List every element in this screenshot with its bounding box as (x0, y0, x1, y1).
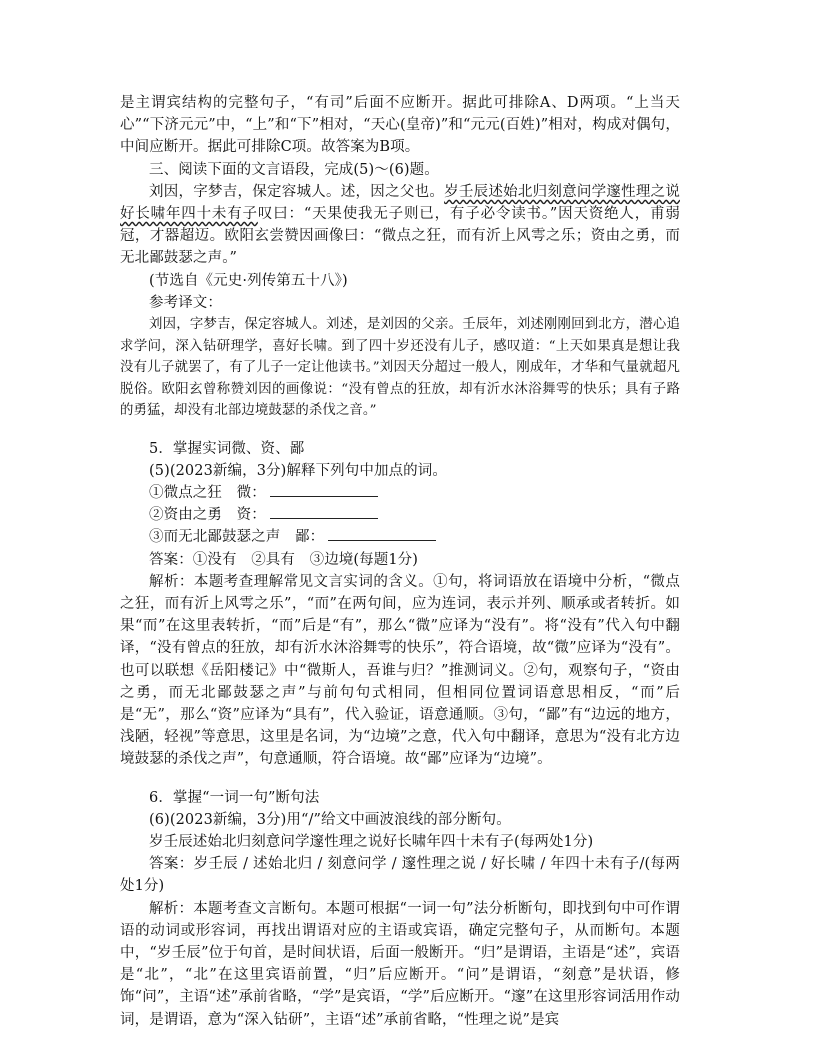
question-6-answer: 答案：岁壬辰 / 述始北归 / 刻意问学 / 邃性理之说 / 好长啸 / 年四十未有子/(每两处1分) (120, 856, 680, 895)
reference-translation: 刘因，字梦吉，保定容城人。刘述，是刘因的父亲。壬辰年，刘述刚刚回到北方，潜心追求学问，深入钻研理学，喜好长啸。到了四十岁还没有儿子，感叹道：“上天如果真是想让我没有儿子就罢了，有了儿子一定让他读书。”刘因天分超过一般人，刚成年，才华和气量就超凡脱俗。欧阳玄曾称赞刘因的画像说：“没有曾点的狂放，却有沂水沐浴舞雩的快乐；具有子路的勇猛，却没有北部边境鼓瑟的杀伐之音。” (120, 317, 680, 419)
question-5-analysis: 解析：本题考查理解常见文言实词的含义。①句，将词语放在语境中分析，“微点之狂，而有沂上风雩之乐”，“而”在两句间，应为连词，表示并列、顺承或者转折。如果“而”在这里表转折，“而”后是“有”，那么“微”应译为“没有”。将“没有”代入句中翻译，“没有曾点的狂放，却有沂水沐浴舞雩的快乐”，符合语境，故“微”应译为“没有”。也可以联想《岳阳楼记》中“微斯人，吾谁与归？”推测词义。②句，观察句子，“资由之勇，而无北鄙鼓瑟之声”与前句句式相同，但相同位置词语意思相反，“而”后是“无”，那么“资”应译为“具有”，代入验证，语意通顺。③句，“鄙”有“边远的地方，浅陋，轻视”等意思，这里是名词，为“边境”之意，代入句中翻译，意思为“没有北方边境鼓瑟的杀伐之声”，句意通顺，符合语境。故“鄙”应译为“边境”。 (120, 573, 680, 768)
question-5-item (120, 482, 680, 504)
passage-rest: 叹曰：“天果使我无子则已，有子必令读书。”因天资绝人，甫弱冠，才器超迈。欧阳玄尝赞因画像曰：“微点之狂，而有沂上风雩之乐；资由之勇，而无北鄙鼓瑟之声。” (120, 206, 680, 267)
question-6-prompt: (6)(2023新编，3分)用“/”给文中画波浪线的部分断句。 (149, 811, 511, 828)
question-6-sentence: 岁壬辰述始北归刻意问学邃性理之说好长啸年四十未有子(每两处1分) (149, 833, 594, 850)
question-5-item (120, 526, 680, 548)
answer-blank[interactable] (328, 526, 436, 541)
spacer (120, 422, 680, 438)
item-label: ①微点之狂 微： (149, 484, 266, 501)
question-5-prompt: (5)(2023新编，3分)解释下列句中加点的词。 (149, 462, 447, 479)
document-body (120, 92, 680, 1031)
question-5-title: 5．掌握实词微、资、鄙 (149, 440, 305, 457)
classical-passage (120, 181, 680, 270)
intro-paragraph: 是主谓宾结构的完整句子，“有司”后面不应断开。据此可排除A、D两项。“上当天心”“下济元元”中，“上”和“下”相对，“天心(皇帝)”和“元元(百姓)”相对，构成对偶句，中间应断开。据此可排除C项。故答案为B项。 (120, 95, 680, 156)
answer-blank[interactable] (270, 504, 378, 519)
question-6-analysis: 解析：本题考查文言断句。本题可根据“一词一句”法分析断句，即找到句中可作谓语的动词或形容词，再找出谓语对应的主语或宾语，确定完整句子，从而断句。本题中，“岁壬辰”位于句首，是时间状语，后面一般断开。“归”是谓语，主语是“述”，宾语是“北”，“北”在这里宾语前置，“归”后应断开。“问”是谓语，“刻意”是状语，修饰“问”，主语“述”承前省略，“学”是宾语，“学”后应断开。“邃”在这里形容词活用作动词，是谓语，意为“深入钻研”，主语“述”承前省略，“性理之说”是宾 (120, 900, 680, 1028)
translation-label: 参考译文： (149, 294, 222, 311)
section-heading: 三、阅读下面的文言语段，完成(5)～(6)题。 (149, 161, 439, 178)
item-label: ③而无北鄙鼓瑟之声 鄙： (149, 529, 325, 546)
wavy-underlined-sentence: 岁壬辰述始北归刻意问学邃性理之说好长啸年四十未有子 (120, 183, 680, 223)
passage-start: 刘因，字梦吉，保定容城人。述，因之父也。 (149, 183, 445, 200)
answer-blank[interactable] (270, 482, 378, 497)
question-6-title: 6．掌握“一词一句”断句法 (149, 789, 320, 806)
question-5-item (120, 504, 680, 526)
question-5-answer: 答案：①没有 ②具有 ③边境(每题1分) (149, 551, 419, 568)
passage-source: (节选自《元史·列传第五十八》) (149, 272, 348, 289)
spacer (120, 771, 680, 787)
item-label: ②资由之勇 资： (149, 507, 266, 524)
